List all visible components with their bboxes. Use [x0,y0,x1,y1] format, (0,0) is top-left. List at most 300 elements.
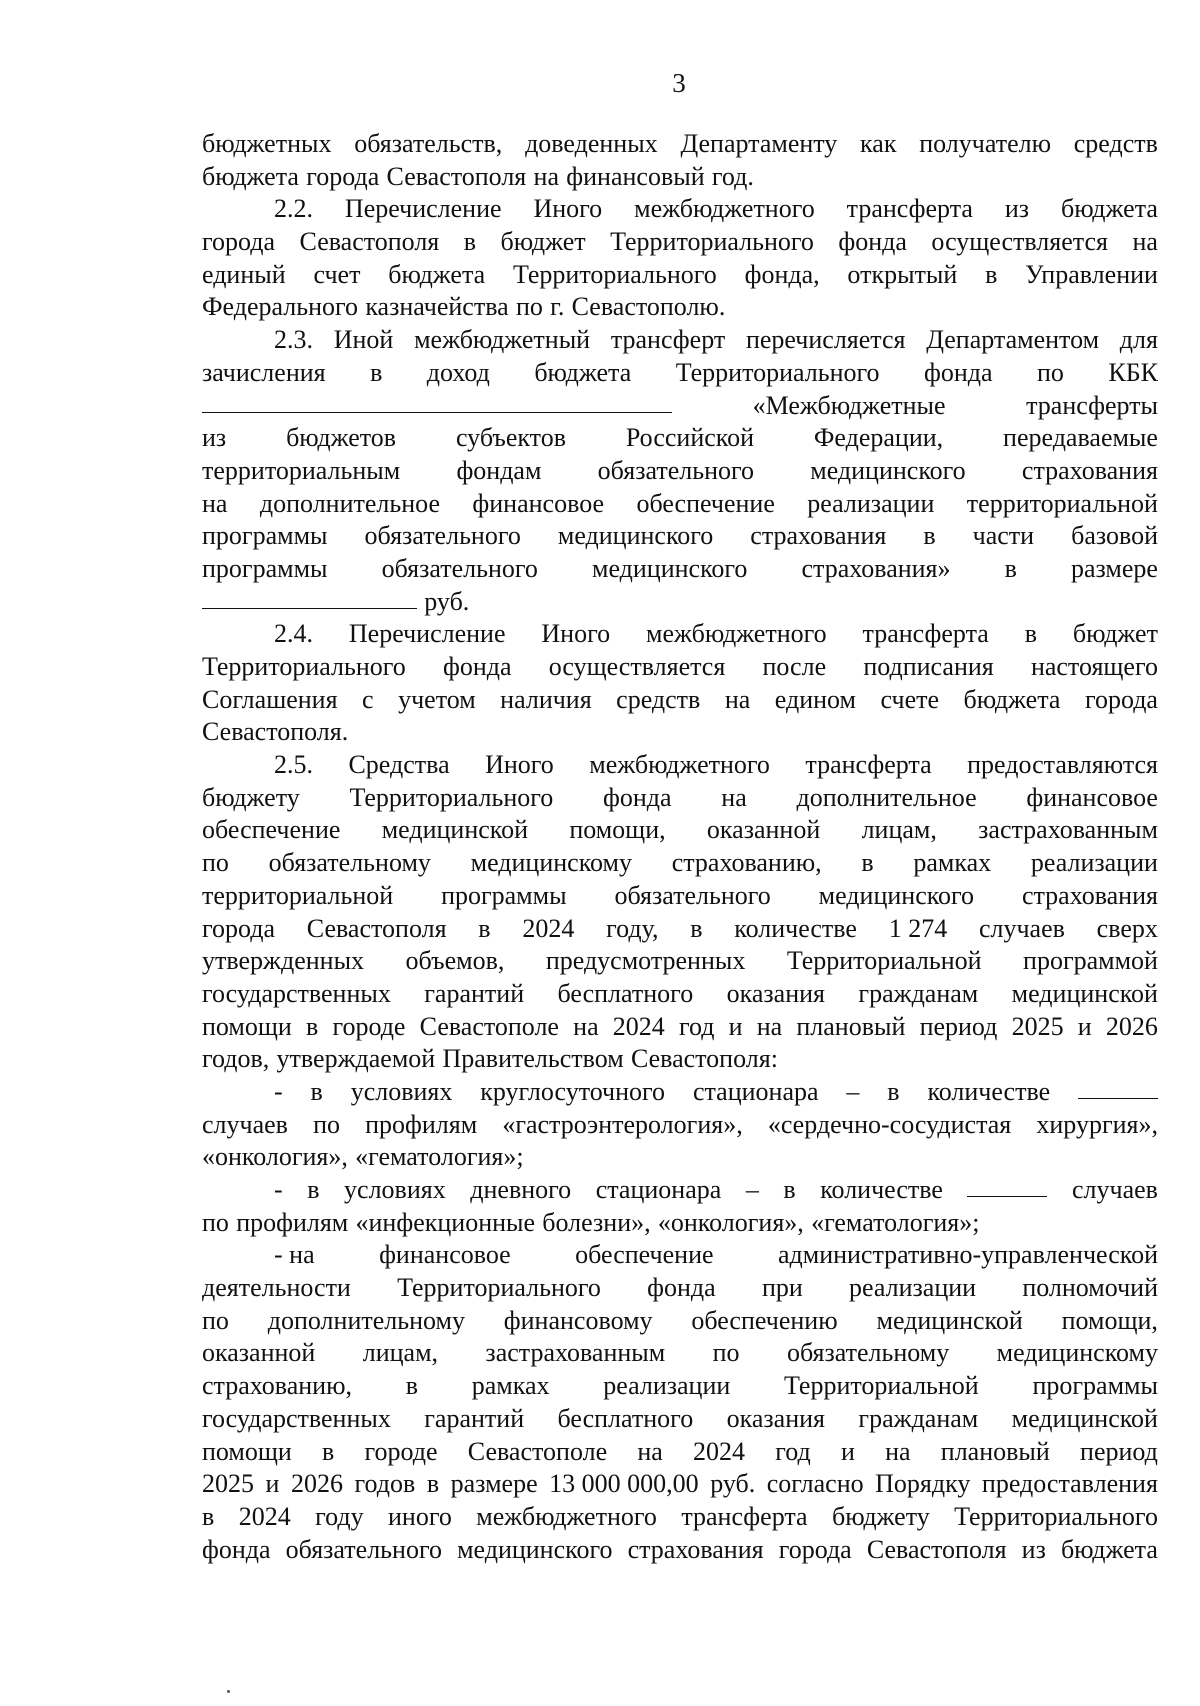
word: медицинского [457,1534,613,1564]
word: счете [880,684,940,714]
word: фонда, [744,259,820,289]
text-line [202,553,1158,586]
word: фонда [603,782,672,812]
word: межбюджетного [476,1501,657,1531]
word: межбюджетного [589,750,770,780]
text-line [202,1534,1158,1567]
fill-in-blank [202,390,672,413]
word: Севастополя [866,1534,1007,1564]
word: в [310,1076,323,1106]
text-line [202,1403,1158,1436]
word: государственных [202,1403,391,1433]
word: размере [1070,553,1158,583]
word: обязательного [285,1534,442,1564]
word: стационара [692,1076,819,1106]
text-line [202,749,1158,782]
word: бюджета [1060,1534,1158,1564]
word: согласно [766,1469,864,1499]
word: в [690,913,703,943]
word: в [322,1436,335,1466]
document-body [202,128,1158,1566]
word: Правительством [442,1044,624,1074]
word: оказания [726,1403,825,1433]
word: 2.3. [274,325,313,355]
word: стационара [595,1175,722,1204]
text-line [202,913,1158,946]
word: Севастополю. [571,292,726,322]
word: города [202,913,276,943]
word: Территориальной [786,946,982,976]
word: страхования» [801,553,951,583]
word: Территориального [610,227,814,257]
word: деятельности [202,1273,351,1303]
word: период [919,1011,998,1041]
word: бюджета [1060,194,1158,224]
word: хирургия», [1036,1109,1158,1139]
word: фонда [202,1534,271,1564]
word: трансферта [862,619,989,649]
word: как [860,129,897,158]
word: медицинскому [996,1338,1158,1368]
word: на [885,1436,911,1466]
word: обеспечение [575,1240,714,1270]
word: - на [274,1240,315,1270]
word: части [972,521,1035,551]
word: случаев [1072,1175,1158,1204]
word: оказанной [202,1338,316,1368]
word: на [756,1011,783,1041]
word: количестве [734,913,857,943]
word: Порядку [875,1469,971,1499]
word: фонда [443,652,512,681]
text-line [202,1076,1158,1109]
text-line [202,945,1158,978]
word: руб. [424,586,470,616]
text-line [202,1468,1158,1501]
word: финансовому [503,1305,653,1335]
page-number: 3 [672,68,686,98]
word: утвержденных [202,946,365,976]
word: случаев [978,913,1065,943]
word: условиях [344,1175,446,1204]
word: открытый [847,259,958,289]
word: административно-управленческой [777,1240,1158,1270]
word: и [840,1436,855,1466]
word: оказания [726,978,825,1008]
word: города [1084,684,1158,714]
word: 1 274 [888,913,948,943]
word: Перечисление [344,194,502,224]
word: гражданам [858,978,979,1008]
text-line [202,978,1158,1011]
word: 13 000 000,00 [549,1469,699,1499]
word: базовой [1071,521,1158,551]
word: межбюджетный [414,325,591,355]
word: с [362,684,374,714]
text-line [202,651,1158,684]
word: в [861,848,874,878]
word: 2026 [1105,1011,1158,1041]
text-line [202,847,1158,880]
word: дополнительному [267,1305,465,1335]
word: по [1036,357,1064,387]
word: средств [1073,129,1158,158]
word: по [515,292,543,322]
word: 2.4. [274,619,313,649]
word: территориальным [202,455,401,485]
word: медицинской [876,1305,1023,1335]
word: реализации [807,488,935,518]
word: доход [426,357,490,387]
word: Федерации, [813,423,944,453]
word: случаев [202,1109,288,1139]
word: финансовый [566,161,705,191]
text-line [202,586,1158,619]
word: лицам, [362,1338,439,1368]
text-line [202,520,1158,553]
word: – [745,1175,759,1204]
word: Севастополя [386,161,527,191]
word: финансовое [472,488,605,518]
word: «гастроэнтерология», [502,1109,743,1139]
text-line [202,782,1158,815]
word: и [728,1011,743,1041]
word: при [761,1273,803,1303]
word: «гематология»; [811,1207,980,1237]
text-line [202,390,1158,423]
word: Департаментом [926,325,1100,355]
word: программой [1023,946,1158,976]
word: трансферта [805,750,932,780]
word: по [712,1338,740,1368]
word: КБК [1108,357,1158,387]
word: в [923,521,936,551]
text-line [202,357,1158,390]
word: реализации [603,1371,731,1401]
word: медицинской [1011,978,1158,1008]
word: трансферта [681,1501,808,1531]
word: межбюджетного [646,619,827,649]
word: год. [711,161,754,191]
word: помощи, [1061,1305,1158,1335]
word: «онкология», [202,1142,348,1172]
text-line [202,1043,1158,1076]
word: передаваемые [1003,423,1158,453]
word: обязательного [597,455,755,485]
word: бюджетов [286,423,397,453]
word: фонда [838,227,907,257]
word: финансовое [379,1240,511,1270]
word: 2024 [238,1501,291,1531]
word: в [887,1076,900,1106]
text-line [202,291,1158,324]
word: на [721,782,747,812]
word: 2026 [290,1469,343,1499]
word: гарантий [424,1403,525,1433]
word: 2.2. [274,194,313,224]
word: финансовое [1026,782,1158,812]
word: Севастополя: [630,1044,778,1074]
word: «сердечно-сосудистая [767,1109,1012,1139]
word: субъектов [455,423,566,453]
word: в [202,1501,215,1531]
word: после [762,652,827,681]
word: Иного [533,194,603,224]
word: в [478,913,491,943]
word: Севастополя [306,913,447,943]
word: Территориального [397,1273,601,1303]
word: программы [202,521,328,551]
word: медицинской [381,815,529,845]
word: из [1004,194,1030,224]
word: страхования [750,521,887,551]
word: страхования [627,1534,764,1564]
word: количестве [927,1076,1051,1106]
text-line [202,1239,1158,1272]
word: зачисления [202,357,326,387]
word: рамках [913,848,992,878]
word: годов, [202,1044,270,1074]
word: на [724,684,751,714]
word: настоящего [1030,652,1158,681]
word: Территориального [349,782,554,812]
text-line [202,1370,1158,1403]
text-line [202,1141,1158,1174]
text-line [202,684,1158,717]
word: на [202,488,228,518]
word: бесплатного [557,1403,694,1433]
text-line [202,128,1158,161]
word: в [1004,553,1017,583]
text-line [202,716,1158,749]
word: медицинского [557,521,714,551]
fill-in-blank [967,1174,1047,1197]
word: бюджету [202,782,300,812]
word: обязательному [268,848,431,878]
word: профилям [236,1207,349,1237]
word: помощи [202,1436,292,1466]
word: медицинского [592,553,748,583]
word: на [1132,227,1158,257]
word: медицинскому [470,848,632,878]
word: количестве [820,1175,943,1204]
word: по [202,848,229,878]
word: Севастополе [467,1436,608,1466]
word: лицам, [861,815,937,845]
word: на [533,161,560,191]
word: бюджета [202,161,299,191]
word: 2024 [522,913,575,943]
text-line [202,814,1158,847]
word: дополнительное [259,488,440,518]
text-line [202,324,1158,357]
text-line [202,1272,1158,1305]
word: в [1024,619,1037,649]
word: единый [202,259,286,289]
word: бюджету [831,1501,930,1531]
fill-in-blank [202,586,417,609]
word: обязательств, [354,129,503,158]
word: медицинского [818,880,975,910]
word: счет [313,259,361,289]
word: профилям [365,1109,478,1139]
word: Иного [485,750,554,780]
word: Иной [333,325,394,355]
word: подписания [863,652,994,681]
word: год [775,1436,811,1466]
word: Территориального [675,357,880,387]
word: в [985,259,998,289]
word: Севастополе [419,1011,559,1041]
word: объемов, [405,946,505,976]
word: городе [364,1436,438,1466]
word: на [637,1436,663,1466]
word: плановый [796,1011,906,1041]
word: помощи, [569,815,666,845]
word: обеспечение [636,488,775,518]
word: болезни», [542,1207,651,1237]
word: год [678,1011,715,1041]
word: из [202,423,227,453]
word: Департаменту [680,129,838,158]
word: в [463,227,477,257]
word: осуществляется [548,652,726,681]
word: году, [606,913,659,943]
word: фондам [456,455,542,485]
word: размере [450,1469,538,1499]
word: из [1021,1534,1046,1564]
word: 2025 [1011,1011,1064,1041]
word: обязательного [381,553,538,583]
word: фонда [647,1273,716,1303]
word: Средства [348,750,450,780]
word: города [202,227,276,257]
word: Российской [625,423,754,453]
word: «инфекционные [355,1207,536,1237]
word: государственных [202,978,391,1008]
word: города [306,161,380,191]
word: в [426,1469,440,1499]
word: - [274,1175,283,1204]
word: бюджета [534,357,632,387]
word: в [783,1175,796,1204]
text-line [202,1011,1158,1044]
text-line [202,161,1158,194]
word: помощи [202,1011,292,1041]
word: трансферта [846,194,973,224]
text-line [202,880,1158,913]
word: 2024 [693,1436,746,1466]
word: получателю [919,129,1052,158]
word: медицинского [810,455,966,485]
word: страхованию, [671,848,822,878]
word: трансферты [1026,390,1158,420]
word: «гематология»; [355,1142,524,1172]
word: период [1080,1436,1158,1466]
text-line [202,1337,1158,1370]
word: полномочий [1022,1273,1158,1303]
text-line [202,1207,1158,1240]
text-line [202,455,1158,488]
word: территориальной [202,880,394,910]
word: бесплатного [557,978,694,1008]
word: осуществляется [931,227,1108,257]
word: – [846,1076,860,1106]
word: реализации [849,1273,977,1303]
word: по [313,1109,340,1139]
text-line [202,226,1158,259]
text-line [202,1109,1158,1142]
word: Территориального [954,1501,1158,1531]
word: Севастополя [299,227,440,257]
word: Севастополя. [202,717,349,747]
word: - [274,1076,283,1106]
text-line [202,1305,1158,1338]
word: Иного [541,619,611,649]
text-line [202,1436,1158,1469]
word: г. [550,292,565,322]
word: руб. [710,1469,756,1499]
word: гражданам [858,1403,979,1433]
word: доведенных [525,129,658,158]
word: реализации [1030,848,1158,878]
word: Управлении [1025,259,1158,289]
word: в [305,1011,319,1041]
word: «Межбюджетные [752,390,946,420]
word: для [1119,325,1158,355]
word: дневного [470,1175,572,1204]
word: круглосуточного [480,1076,666,1106]
text-line [202,1501,1158,1534]
word: межбюджетного [634,194,815,224]
fill-in-blank [1078,1076,1158,1099]
word: условиях [350,1076,453,1106]
word: городе [332,1011,406,1041]
word: плановый [940,1436,1050,1466]
word: бюджета [963,684,1061,714]
word: страхования [1021,455,1158,485]
word: Перечисление [348,619,506,649]
word: застрахованным [978,815,1158,845]
word: и [1077,1011,1092,1041]
word: территориальной [966,488,1158,518]
text-line [202,1174,1158,1207]
word: обеспечению [691,1305,838,1335]
text-line [202,488,1158,521]
word: обязательного [364,521,521,551]
word: «онкология», [657,1207,804,1237]
text-line [202,193,1158,226]
word: Соглашения [202,684,338,714]
word: сверх [1096,913,1158,943]
word: города [778,1534,852,1564]
word: по [202,1207,229,1237]
word: в [370,357,383,387]
word: годов [354,1469,416,1499]
word: застрахованным [485,1338,666,1368]
word: гарантий [424,978,525,1008]
word: оказанной [706,815,821,845]
word: фонда [924,357,993,387]
word: на [573,1011,599,1041]
word: по [202,1305,229,1335]
word: медицинской [1011,1403,1158,1433]
word: и [265,1469,280,1499]
word: казначейства [365,292,509,322]
word: утверждаемой [276,1044,436,1074]
word: страхованию, [202,1371,352,1401]
word: средств [616,684,701,714]
